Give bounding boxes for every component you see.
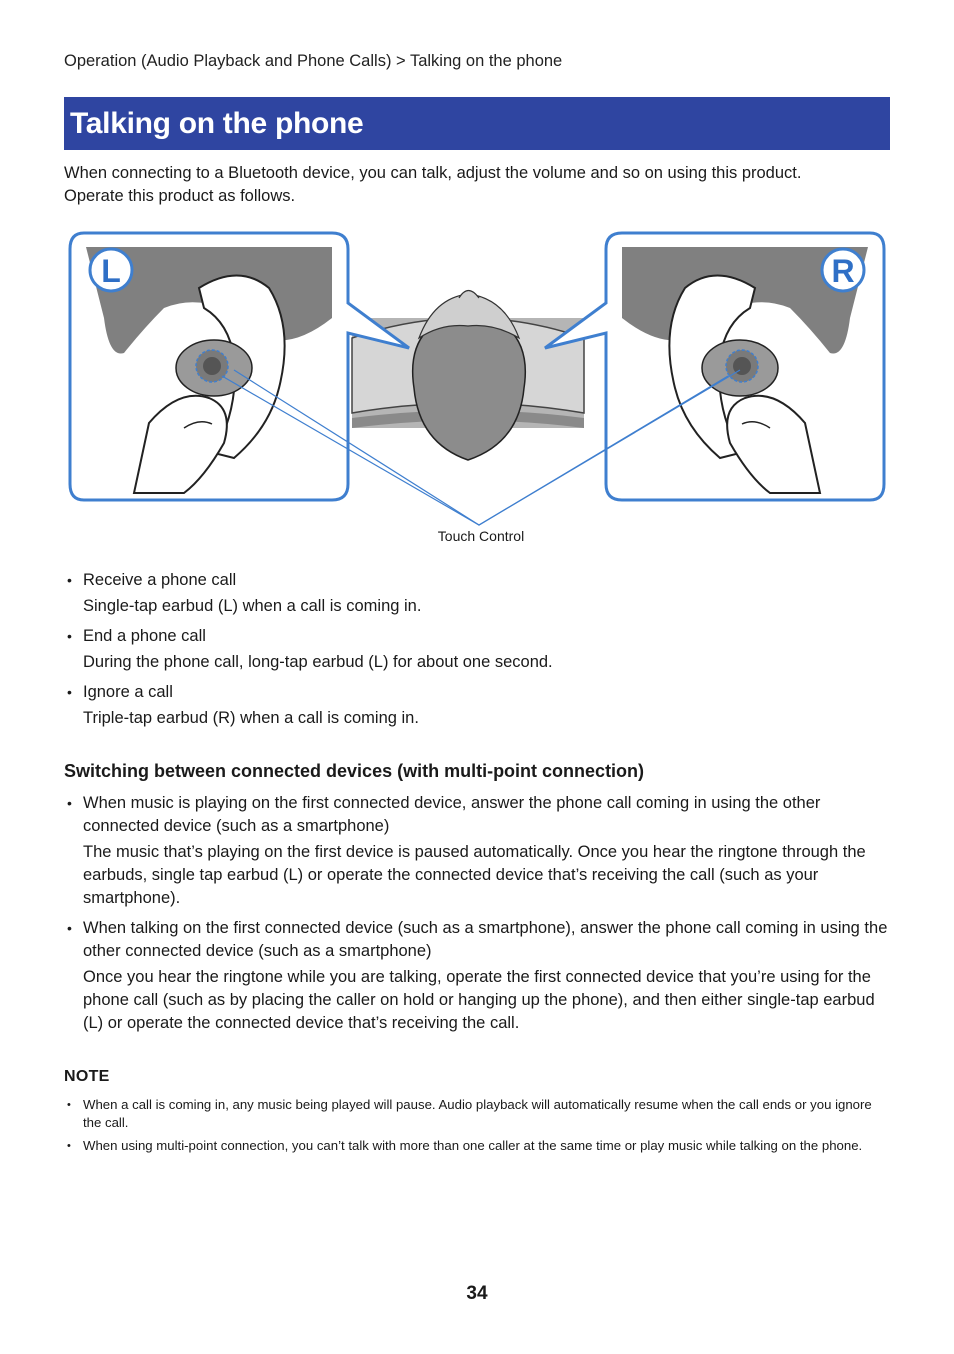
right-badge: R [831, 253, 855, 289]
multi-point-list [64, 792, 890, 1042]
call-operations-list [64, 569, 890, 737]
list-item-desc: During the phone call, long-tap earbud (L) for about one second. [83, 653, 553, 671]
list-item-desc: Triple-tap earbud (R) when a call is coming in. [83, 709, 419, 727]
right-ear-panel [545, 233, 884, 500]
intro [64, 162, 894, 208]
list-item [64, 917, 890, 1035]
list-item-head: • Receive a phone call [83, 571, 237, 589]
page-title: Talking on the phone [70, 107, 364, 140]
title-bar [64, 97, 890, 150]
head-illustration [352, 291, 584, 461]
list-item [64, 792, 890, 910]
list-item-desc: Once you hear the ringtone while you are talking, operate the first connected device that you’re using for the phone call (such as by placing the caller on hold or hanging up the phone), and then either single-tap earbud (L) or operate the connected device that’s receiving the call. [83, 968, 875, 1032]
earbud-illustration [64, 228, 890, 548]
list-item-head: • Ignore a call [83, 683, 173, 701]
list-item-head: • When music is playing on the first connected device, answer the phone call coming in using the other connected device (such as a smartphone) [83, 794, 821, 835]
note-item: • When using multi-point connection, you can’t talk with more than one caller at the same time or play music while talking on the phone. [64, 1137, 890, 1155]
notes-list [64, 1096, 890, 1160]
intro-line-2: Operate this product as follows. [64, 187, 296, 205]
left-badge: L [101, 253, 121, 289]
section-heading: Switching between connected devices (with multi-point connection) [64, 761, 645, 781]
list-item [64, 681, 890, 730]
list-item [64, 625, 890, 674]
list-item-head: • End a phone call [83, 627, 206, 645]
list-item [64, 569, 890, 618]
page-number: 34 [466, 1283, 488, 1304]
note-item: • When a call is coming in, any music being played will pause. Audio playback will automatically resume when the call ends or you ignore the call. [64, 1096, 890, 1132]
list-item-desc: The music that’s playing on the first device is paused automatically. Once you hear the ringtone through the earbuds, single tap earbud (L) or operate the connected device that’s receiving the call (such as your smartphone). [83, 843, 866, 907]
touch-control-label: Touch Control [437, 528, 525, 544]
intro-line-1: When connecting to a Bluetooth device, you can talk, adjust the volume and so on using this product. [64, 164, 802, 182]
breadcrumb: Operation (Audio Playback and Phone Calls) > Talking on the phone [64, 52, 563, 70]
list-item-head: • When talking on the first connected device (such as a smartphone), answer the phone call coming in using the other connected device (such as a smartphone) [83, 919, 888, 960]
note-heading: NOTE [64, 1068, 110, 1085]
list-item-desc: Single-tap earbud (L) when a call is coming in. [83, 597, 422, 615]
